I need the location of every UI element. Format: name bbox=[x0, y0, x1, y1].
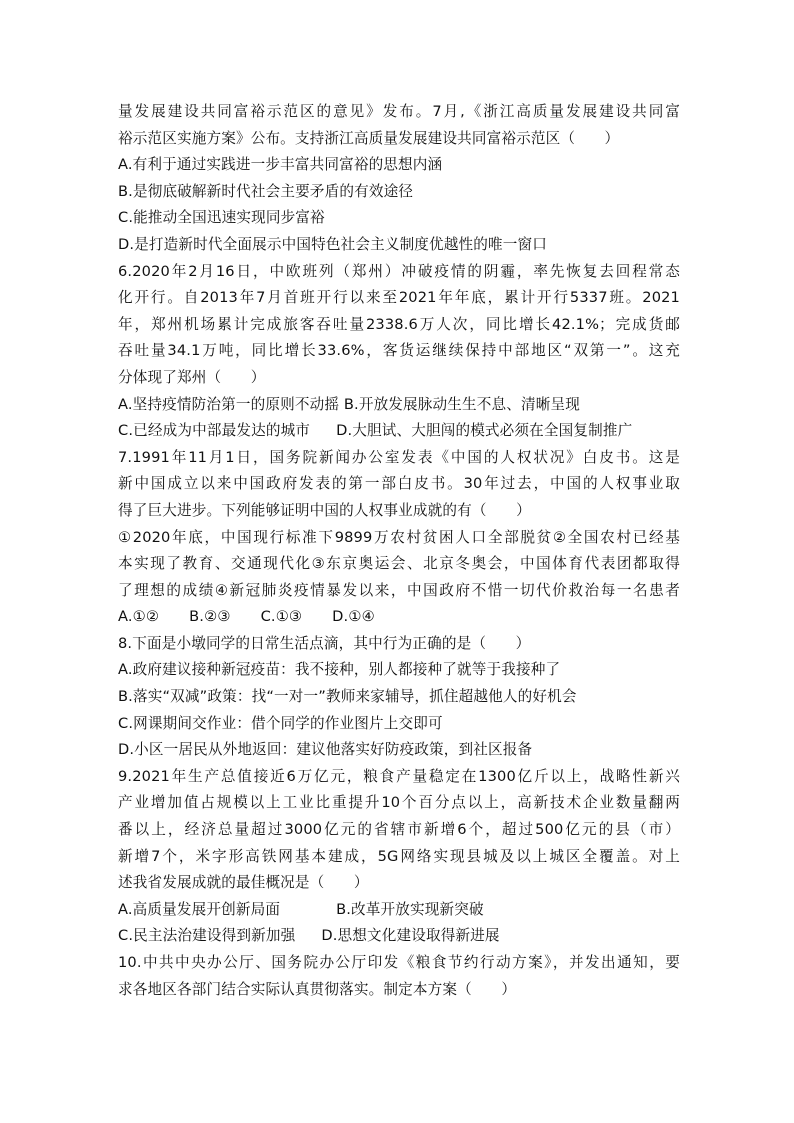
question-7-line: 了理想的成绩④新冠肺炎疫情暴发以来，中国政府不惜一切代价救治每一名患者 bbox=[118, 581, 680, 599]
option-c: C.民主法治建设得到新加强 bbox=[118, 927, 296, 945]
question-7-line: 新中国成立以来中国政府发表的第一部白皮书。30年过去，中国的人权事业取 bbox=[118, 475, 680, 493]
question-8-line: 8.下面是小墩同学的日常生活点滴，其中行为正确的是（ ） bbox=[118, 634, 531, 652]
option-b: B.②③ bbox=[189, 608, 231, 626]
question-10-line: 求各地区各部门结合实际认真贯彻落实。制定本方案（ ） bbox=[118, 980, 517, 998]
option-a: A.①② bbox=[118, 608, 160, 626]
question-9-line: 述我省发展成就的最佳概况是（ ） bbox=[118, 874, 369, 892]
question-9-line: 产业增加值占规模以上工业比重提升10个百分点以上，高新技术企业数量翻两 bbox=[118, 794, 680, 812]
option-a: A.有利于通过实践进一步丰富共同富裕的思想内涵 bbox=[118, 156, 443, 174]
option-a-b: A.坚持疫情防治第一的原则不动摇 B.开放发展脉动生生不息、清晰呈现 bbox=[118, 395, 580, 413]
text-line: 量发展建设共同富裕示范区的意见》发布。7月,《浙江高质量发展建设共同富 bbox=[118, 103, 680, 120]
question-9-line: 番以上，经济总量超过3000亿元的省辖市新增6个，超过500亿元的县（市） bbox=[118, 821, 680, 839]
question-7-line: 本实现了教育、交通现代化③东京奥运会、北京冬奥会，中国体育代表团都取得 bbox=[118, 555, 680, 573]
options-row-cd bbox=[118, 923, 680, 950]
option-b: B.落实“双减”政策：找“一对一”教师来家辅导，抓住超越他人的好机会 bbox=[118, 688, 577, 706]
question-9-line: 9.2021年生产总值接近6万亿元，粮食产量稳定在1300亿斤以上，战略性新兴 bbox=[118, 767, 680, 785]
question-6-line: 6.2020年2月16日，中欧班列（郑州）冲破疫情的阴霾，率先恢复去回程常态 bbox=[118, 262, 680, 280]
question-6-line: 年，郑州机场累计完成旅客吞吐量2338.6万人次，同比增长42.1%；完成货邮 bbox=[118, 315, 680, 333]
option-a: A.政府建议接种新冠疫苗：我不接种，别人都接种了就等于我接种了 bbox=[118, 661, 561, 679]
question-6-line: 化开行。自2013年7月首班开行以来至2021年年底，累计开行5337班。2021 bbox=[118, 289, 680, 307]
option-b: B.改革开放实现新突破 bbox=[336, 900, 484, 918]
options-row-ab bbox=[118, 897, 680, 924]
question-10-line: 10.中共中央办公厅、国务院办公厅印发《粮食节约行动方案》，并发出通知，要 bbox=[118, 954, 680, 971]
question-6-line: 分体现了郑州（ ） bbox=[118, 368, 266, 386]
option-c: C.能推动全国迅速实现同步富裕 bbox=[118, 209, 325, 227]
options-row bbox=[118, 604, 680, 631]
option-d: D.①④ bbox=[332, 608, 375, 626]
option-d: D.是打造新时代全面展示中国特色社会主义制度优越性的唯一窗口 bbox=[118, 235, 548, 253]
question-7-line: 得了巨大进步。下列能够证明中国的人权事业成就的有（ ） bbox=[118, 501, 531, 519]
option-d: D.大胆试、大胆闯的模式必须在全国复制推广 bbox=[336, 422, 633, 440]
text-line: 裕示范区实施方案》公布。支持浙江高质量发展建设共同富裕示范区（ ） bbox=[118, 129, 620, 147]
option-c-d-row bbox=[118, 418, 680, 445]
question-text-block bbox=[118, 99, 680, 1003]
question-7-line: ①2020年底，中国现行标准下9899万农村贫困人口全部脱贫②全国农村已经基 bbox=[118, 528, 680, 546]
option-c: C.已经成为中部最发达的城市 bbox=[118, 422, 311, 440]
option-c: C.网课期间交作业：借个同学的作业图片上交即可 bbox=[118, 714, 443, 732]
option-c: C.①③ bbox=[260, 608, 303, 626]
question-9-line: 新增7个，米字形高铁网基本建成，5G网络实现县城及以上城区全覆盖。对上 bbox=[118, 847, 680, 865]
question-6-line: 吞吐量34.1万吨，同比增长33.6%，客货运继续保持中部地区“双第一”。这充 bbox=[118, 342, 680, 360]
option-d: D.小区一居民从外地返回：建议他落实好防疫政策，到社区报备 bbox=[118, 741, 533, 759]
option-d: D.思想文化建设取得新进展 bbox=[321, 927, 500, 945]
option-b: B.是彻底破解新时代社会主要矛盾的有效途径 bbox=[118, 182, 414, 200]
option-a: A.高质量发展开创新局面 bbox=[118, 900, 281, 918]
question-7-line: 7.1991年11月1日，国务院新闻办公室发表《中国的人权状况》白皮书。这是 bbox=[118, 448, 680, 466]
